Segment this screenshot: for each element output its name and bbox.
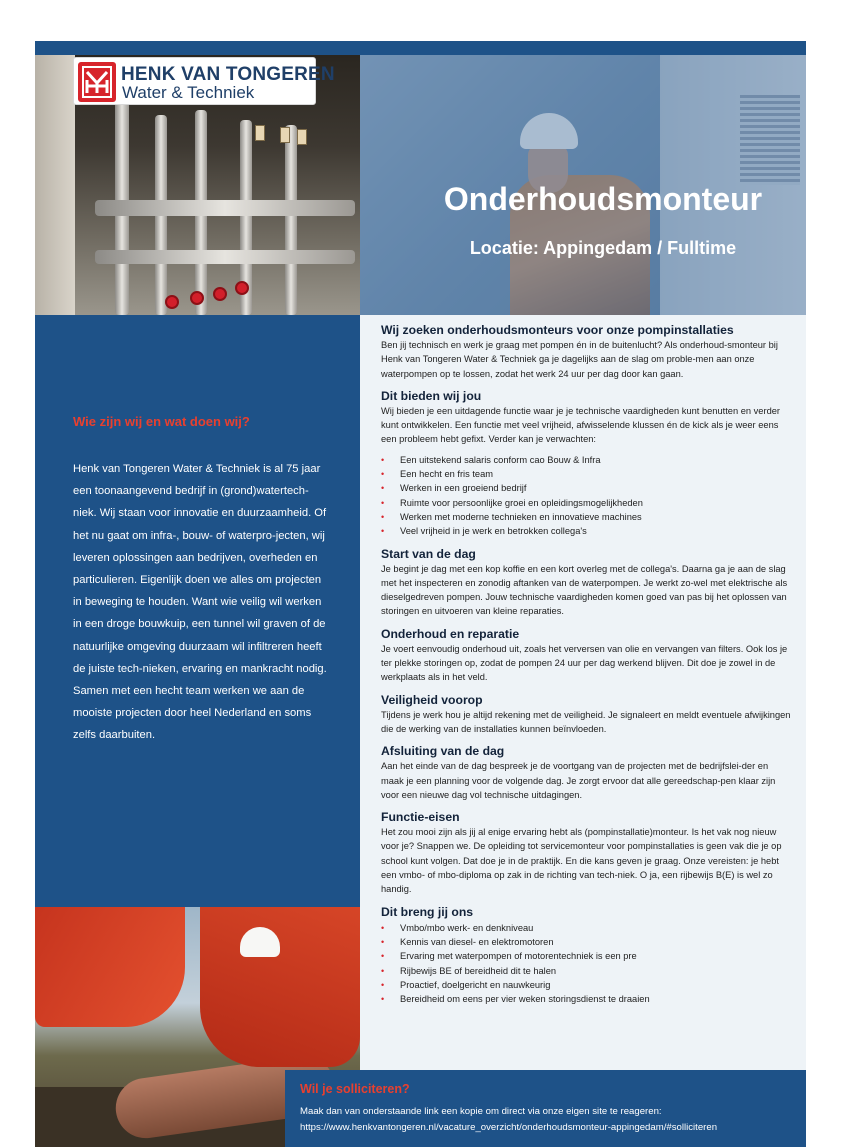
section-heading: Functie-eisen	[381, 810, 460, 825]
section-text: Je begint je dag met een kop koffie en een kort overleg met de collega's. Daarna ga je aan de slag met het inspecteren en zonodig aftanken van de waterpompen. Je werkt zo-wel met elektrische als dieselgedreven pompen. Jouw technische vaardigheden komen goed van pas bij het oplossen van storingen en uitvoeren van kleine reparaties.	[381, 563, 788, 617]
bullet-icon: •	[381, 965, 385, 976]
job-title: Onderhoudsmonteur	[443, 181, 763, 217]
bullet-icon: •	[381, 936, 385, 947]
list-item: • Ruimte voor persoonlijke groei en opleidingsmogelijkheden	[381, 496, 793, 510]
list-item: • Proactief, doelgericht en nauwkeurig	[381, 978, 793, 992]
section-maintenance	[381, 626, 793, 685]
list-item: • Een uitstekend salaris conform cao Bouw & Infra	[381, 453, 793, 467]
section-text: Wij bieden je een uitdagende functie waar je je technische vaardigheden kunt benutten en verder kunt ontwikkelen. Een functie met veel vrijheid, afwisselende klussen én de kick als je weer eens een probleem hebt gefixt. Verder kan je verwachten:	[381, 405, 781, 445]
job-description	[381, 322, 793, 1006]
section-heading: Dit breng jij ons	[381, 904, 474, 919]
logo-mark-icon	[78, 62, 116, 102]
bullet-icon: •	[381, 979, 385, 990]
sidebar-body: Henk van Tongeren Water & Techniek is al 75 jaar een toonaangevend bedrijf in (grond)watertech-niek. Wij staan voor innovatie en duurzaamheid. Of het nu gaat om infra-, bouw- of waterpro-jecten, wij leveren oplossingen aan bedrijven, overheden en particulieren. Eigenlijk doen we alles om projecten in beweging te houden. Want wie veilig wil werken in een droge bouwkuip, een tunnel wil graven of de natuurlijke omgeving duurzaam wil infiltreren heeft de juiste tech-nieken, ervaring en mankracht nodig. Samen met een hecht team werken we aan de mooiste projecten door heel Nederland en soms zelfs daarbuiten.	[73, 463, 327, 742]
job-location: Locatie: Appingedam / Fulltime	[469, 238, 737, 258]
section-requirements	[381, 809, 793, 896]
section-bring	[381, 904, 793, 1007]
section-text: Het zou mooi zijn als jij al enige ervaring hebt als (pompinstallatie)monteur. Is het vak nog nieuw voor je? Snappen we. De opleiding tot servicemonteur voor pompinstallaties is geen vak die je op school kunt volgen. Dat doe je in de praktijk. En die kans geven je graag. Onze vereisten: je hebt een vmbo- of mbo-diploma op zak in de richting van tech-niek. O ja, een rijbewijs B(E) is wel zo handig.	[381, 827, 782, 895]
bullet-icon: •	[381, 951, 385, 962]
section-text: Ben jij technisch en werk je graag met pompen én in de buitenlucht? Als onderhoud-smonteur bij Henk van Tongeren Water & Techniek ga je dagelijks aan de slag om proble-men aan onze waterpompen op te lossen, zodat het werk 24 uur per dag door kan gaan.	[381, 340, 778, 379]
bullet-icon: •	[381, 469, 385, 480]
apply-heading: Wil je solliciteren?	[300, 1082, 410, 1096]
section-heading: Dit bieden wij jou	[381, 388, 482, 403]
section-start-day	[381, 546, 793, 619]
bullet-icon: •	[381, 526, 385, 537]
section-end-day	[381, 743, 793, 802]
list-item: • Ervaring met waterpompen of motorentechniek is een pre	[381, 949, 793, 963]
bullet-icon: •	[381, 483, 385, 494]
section-heading: Afsluiting van de dag	[381, 744, 505, 759]
section-safety	[381, 692, 793, 737]
list-item: • Rijbewijs BE of bereidheid dit te halen	[381, 964, 793, 978]
section-heading: Onderhoud en reparatie	[381, 626, 520, 641]
apply-instruction: Maak dan van onderstaande link een kopie om direct via onze eigen site te reageren:	[300, 1106, 662, 1117]
list-item: • Werken met moderne technieken en innovatieve machines	[381, 510, 793, 524]
list-item: • Kennis van diesel- en elektromotoren	[381, 935, 793, 949]
apply-text	[300, 1104, 800, 1136]
section-text: Je voert eenvoudig onderhoud uit, zoals het verversen van olie en vervangen van filters. Ook los je ter plekke storingen op, zodat de pompen 24 uur per dag werkend blijven. Dit doe je zowel in de werkplaats als in het veld.	[381, 643, 788, 683]
offer-list	[381, 453, 793, 539]
list-item: • Veel vrijheid in je werk en betrokken collega's	[381, 524, 793, 538]
requirements-list	[381, 921, 793, 1007]
bullet-icon: •	[381, 497, 385, 508]
list-item: • Werken in een groeiend bedrijf	[381, 481, 793, 495]
bullet-icon: •	[381, 994, 385, 1005]
list-item: • Een hecht en fris team	[381, 467, 793, 481]
section-heading: Veiligheid voorop	[381, 692, 483, 707]
section-offer	[381, 388, 793, 539]
bullet-icon: •	[381, 922, 385, 933]
logo-name: HENK VAN TONGEREN	[121, 64, 335, 85]
section-text: Tijdens je werk hou je altijd rekening met de veiligheid. Je signaleert en meldt eventuele afwijkingen die de werking van de installaties kunnen beïnvloeden.	[381, 709, 791, 734]
list-item: • Bereidheid om eens per vier weken storingsdienst te draaien	[381, 992, 793, 1006]
company-logo	[73, 57, 335, 105]
apply-link[interactable]: https://www.henkvantongeren.nl/vacature_overzicht/onderhoudsmonteur-appingedam/#solliciteren	[300, 1122, 718, 1133]
logo-subtitle: Water & Techniek	[122, 83, 255, 102]
section-text: Aan het einde van de dag bespreek je de voortgang van de projecten met de bedrijfslei-der en maak je een planning voor de volgende dag. Je zorgt ervoor dat alle gereedschap-pen klaar zijn voor een nieuwe dag vol technische uitdagingen.	[381, 761, 776, 800]
sidebar-heading: Wie zijn wij en wat doen wij?	[73, 414, 250, 429]
bullet-icon: •	[381, 511, 385, 522]
section-heading: Start van de dag	[381, 546, 476, 561]
list-item: • Vmbo/mbo werk- en denkniveau	[381, 921, 793, 935]
bullet-icon: •	[381, 454, 385, 465]
section-heading: Wij zoeken onderhoudsmonteurs voor onze pompinstallaties	[381, 323, 734, 337]
section-intro	[381, 322, 793, 381]
top-accent-bar	[35, 41, 806, 55]
